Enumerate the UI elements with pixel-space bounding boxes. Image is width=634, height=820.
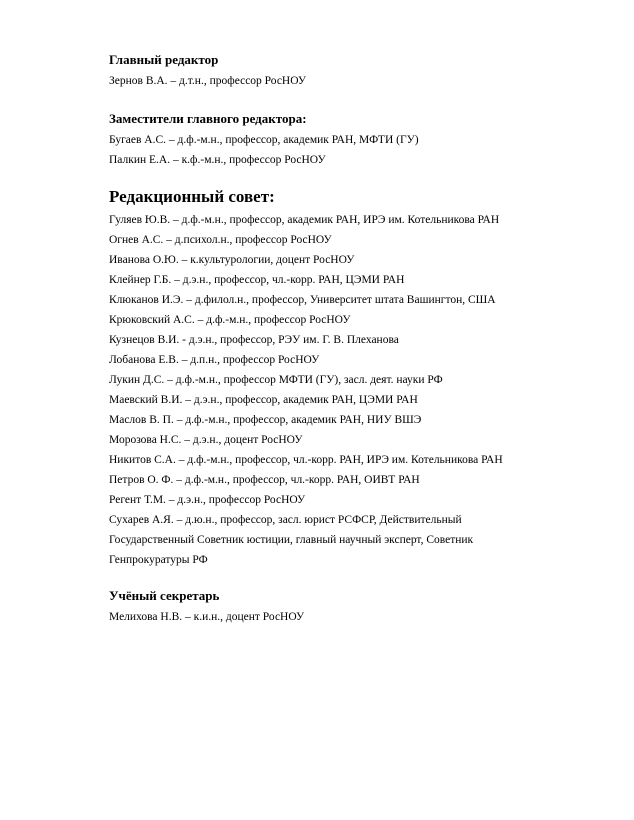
scientific-secretary-heading: Учёный секретарь — [109, 588, 220, 603]
deputies-heading: Заместители главного редактора: — [109, 111, 307, 126]
board-member-continuation: Государственный Советник юстиции, главный научный эксперт, Советник — [109, 534, 474, 546]
scientific-secretary-section — [109, 588, 619, 630]
spacer — [109, 173, 619, 187]
deputy-member: Бугаев А.С. – д.ф.-м.н., профессор, академик РАН, МФТИ (ГУ) — [109, 134, 419, 146]
editorial-board-heading: Редакционный совет: — [109, 187, 275, 206]
board-member: Кузнецов В.И. - д.э.н., профессор, РЭУ им. Г. В. Плеханова — [109, 334, 399, 346]
editor-in-chief-section — [109, 52, 619, 94]
deputies-section — [109, 111, 619, 173]
board-member: Клейнер Г.Б. – д.э.н., профессор, чл.-корр. РАН, ЦЭМИ РАН — [109, 274, 405, 286]
board-member-continuation: Генпрокуратуры РФ — [109, 554, 208, 566]
board-member: Лобанова Е.В. – д.п.н., профессор РосНОУ — [109, 354, 320, 366]
board-member: Маслов В. П. – д.ф.-м.н., профессор, академик РАН, НИУ ВШЭ — [109, 414, 422, 426]
board-member: Регент Т.М. – д.э.н., профессор РосНОУ — [109, 494, 306, 506]
board-member: Сухарев А.Я. – д.ю.н., профессор, засл. юрист РСФСР, Действительный — [109, 514, 462, 526]
editorial-board-list — [109, 213, 619, 573]
editor-in-chief-heading: Главный редактор — [109, 52, 219, 67]
spacer — [109, 573, 619, 588]
spacer — [109, 94, 619, 111]
board-member: Огнев А.С. – д.психол.н., профессор РосНОУ — [109, 234, 332, 246]
board-member: Никитов С.А. – д.ф.-м.н., профессор, чл.-корр. РАН, ИРЭ им. Котельникова РАН — [109, 454, 503, 466]
scientific-secretary-member: Мелихова Н.В. – к.и.н., доцент РосНОУ — [109, 611, 305, 623]
board-member: Иванова О.Ю. – к.культурологии, доцент РосНОУ — [109, 254, 355, 266]
masthead-page — [109, 52, 619, 630]
board-member: Петров О. Ф. – д.ф.-м.н., профессор, чл.-корр. РАН, ОИВТ РАН — [109, 474, 420, 486]
board-member: Маевский В.И. – д.э.н., профессор, академик РАН, ЦЭМИ РАН — [109, 394, 418, 406]
editor-in-chief-member: Зернов В.А. – д.т.н., профессор РосНОУ — [109, 75, 307, 87]
board-member: Крюковский А.С. – д.ф.-м.н., профессор РосНОУ — [109, 314, 351, 326]
deputy-member: Палкин Е.А. – к.ф.-м.н., профессор РосНОУ — [109, 154, 326, 166]
board-member: Гуляев Ю.В. – д.ф.-м.н., профессор, академик РАН, ИРЭ им. Котельникова РАН — [109, 214, 500, 226]
editorial-board-section — [109, 187, 619, 573]
board-member: Клюканов И.Э. – д.филол.н., профессор, Университет штата Вашингтон, США — [109, 294, 496, 306]
board-member: Морозова Н.С. – д.э.н., доцент РосНОУ — [109, 434, 303, 446]
board-member: Лукин Д.С. – д.ф.-м.н., профессор МФТИ (ГУ), засл. деят. науки РФ — [109, 374, 443, 386]
